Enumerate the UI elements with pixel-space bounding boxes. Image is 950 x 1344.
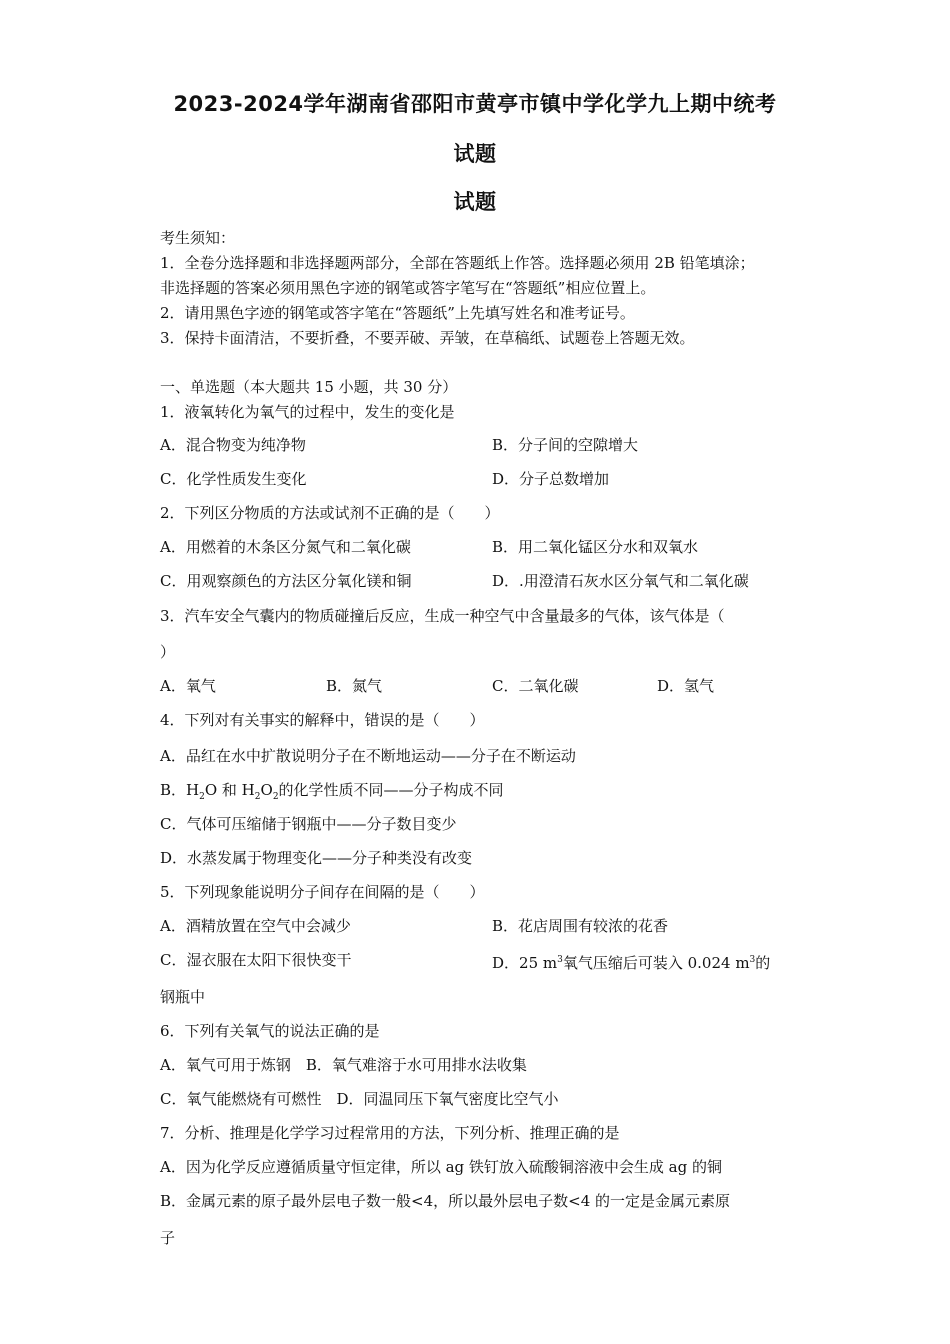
q5-d-mid: 氧气压缩后可装入 0.024 m — [562, 954, 750, 972]
q5-option-b: B．花店周围有较浓的花香 — [492, 917, 669, 935]
q1-stem: 1．液氧转化为氧气的过程中，发生的变化是 — [160, 403, 455, 421]
notice-heading: 考生须知： — [160, 229, 236, 247]
q2-option-c: C．用观察颜色的方法区分氧化镁和铜 — [160, 572, 412, 590]
q4-option-d: D．水蒸发属于物理变化——分子种类没有改变 — [160, 849, 473, 867]
q5-d-post: 的 — [755, 954, 771, 972]
q1-option-d: D．分子总数增加 — [492, 470, 610, 488]
notice-item-1-cont: 非选择题的答案必须用黑色字迹的钢笔或答字笔写在“答题纸”相应位置上。 — [160, 279, 656, 297]
q6-options-cd: C．氧气能燃烧有可燃性 D．同温同压下氧气密度比空气小 — [160, 1090, 559, 1108]
notice-item-1: 1．全卷分选择题和非选择题两部分，全部在答题纸上作答。选择题必须用 2B 铅笔填涂； — [160, 254, 755, 272]
q4-option-c: C．气体可压缩储于钢瓶中——分子数目变少 — [160, 815, 457, 833]
q5-stem: 5．下列现象能说明分子间存在间隔的是（ ） — [160, 883, 485, 901]
q5-option-a: A．酒精放置在空气中会减少 — [160, 917, 351, 935]
exam-title-line1: 2023-2024学年湖南省邵阳市黄亭市镇中学化学九上期中统考 — [173, 92, 777, 116]
q4-b-sub3: 2 — [272, 792, 279, 802]
notice-item-2: 2．请用黑色字迹的钢笔或答字笔在“答题纸”上先填写姓名和准考证号。 — [160, 304, 635, 322]
q7-option-b: B．金属元素的原子最外层电子数一般<4，所以最外层电子数<4 的一定是金属元素原 — [160, 1192, 731, 1210]
q4-b-mid: O 和 H — [204, 781, 255, 799]
q5-d-sup1: 3 — [557, 955, 563, 965]
q4-b-pre: B．H — [160, 781, 200, 799]
q4-option-b — [160, 780, 504, 807]
q3-option-d: D．氢气 — [657, 677, 715, 695]
q1-option-a: A．混合物变为纯净物 — [160, 436, 306, 454]
q3-option-b: B．氮气 — [326, 677, 383, 695]
q4-b-post: 的化学性质不同——分子构成不同 — [278, 781, 504, 799]
exam-title-line2: 试题 — [453, 142, 497, 166]
q7-stem: 7．分析、推理是化学学习过程常用的方法，下列分析、推理正确的是 — [160, 1124, 620, 1142]
q6-options-ab: A．氧气可用于炼钢 B．氧气难溶于水可用排水法收集 — [160, 1056, 527, 1074]
q2-option-d: D．.用澄清石灰水区分氧气和二氧化碳 — [492, 572, 749, 590]
q4-b-sub2: 2 — [254, 792, 261, 802]
q7-option-a: A．因为化学反应遵循质量守恒定律，所以 ag 铁钉放入硫酸铜溶液中会生成 ag 的铜 — [160, 1158, 722, 1176]
q5-option-d — [492, 950, 770, 973]
exam-title-line3: 试题 — [453, 190, 497, 214]
section-heading: 一、单选题（本大题共 15 小题，共 30 分） — [160, 378, 458, 396]
q3-stem-cont: ） — [160, 643, 176, 661]
q1-option-c: C．化学性质发生变化 — [160, 470, 307, 488]
q3-option-c: C．二氧化碳 — [492, 677, 579, 695]
q2-option-a: A．用燃着的木条区分氮气和二氧化碳 — [160, 538, 411, 556]
notice-item-3: 3．保持卡面清洁，不要折叠，不要弄破、弄皱，在草稿纸、试题卷上答题无效。 — [160, 329, 695, 347]
q5-option-d-cont: 钢瓶中 — [160, 988, 206, 1006]
q3-stem: 3．汽车安全气囊内的物质碰撞后反应，生成一种空气中含量最多的气体，该气体是（ — [160, 607, 725, 625]
q2-option-b: B．用二氧化锰区分水和双氧水 — [492, 538, 699, 556]
q1-option-b: B．分子间的空隙增大 — [492, 436, 639, 454]
q4-stem: 4．下列对有关事实的解释中，错误的是（ ） — [160, 711, 485, 729]
q4-b-mid2: O — [260, 781, 273, 799]
q4-option-a: A．品红在水中扩散说明分子在不断地运动——分子在不断运动 — [160, 747, 576, 765]
q5-d-sup2: 3 — [749, 955, 756, 965]
q2-stem: 2．下列区分物质的方法或试剂不正确的是（ ） — [160, 504, 500, 522]
q6-stem: 6．下列有关氧气的说法正确的是 — [160, 1022, 380, 1040]
q7-option-b-cont: 子 — [160, 1229, 176, 1247]
q3-option-a: A．氧气 — [160, 677, 216, 695]
q5-option-c: C．湿衣服在太阳下很快变干 — [160, 951, 352, 969]
q4-b-sub1: 2 — [199, 792, 205, 802]
q5-d-pre: D．25 m — [492, 954, 558, 972]
